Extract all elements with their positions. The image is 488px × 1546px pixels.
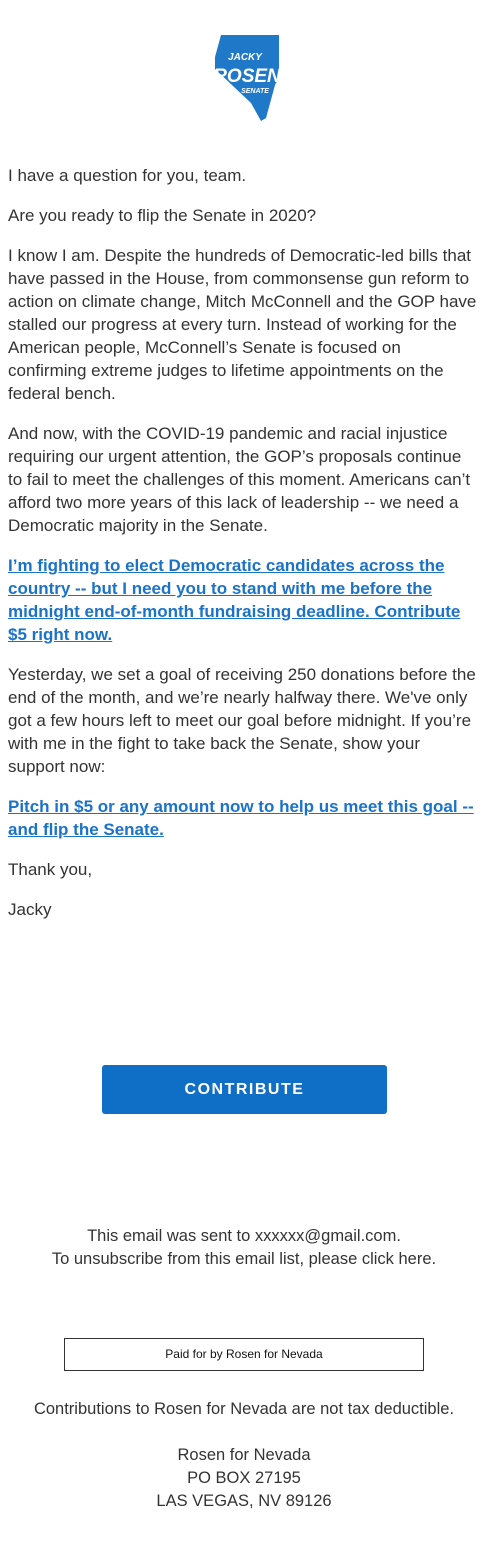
- contribute-5-link[interactable]: I’m fighting to elect Democratic candidates across the country -- but I need you to stand with me before the midnight end-of-month fundraising deadline. Contribute $5 right now.: [8, 556, 461, 644]
- pitch-in-link[interactable]: Pitch in $5 or any amount now to help us meet this goal -- and flip the Senate.: [8, 797, 474, 839]
- signature: Jacky: [8, 900, 52, 919]
- po-box: PO BOX 27195: [187, 1469, 301, 1487]
- email-body: [8, 164, 480, 938]
- paragraph-covid: And now, with the COVID-19 pandemic and racial injustice requiring our urgent attention, the GOP’s proposals continue to fail to meet the challenges of this moment. Americans can’t afford two more years of this lack of leadership -- we need a Democratic majority in the Senate.: [8, 424, 471, 535]
- closing: Thank you,: [8, 860, 93, 879]
- logo-text-rosen: ROSEN: [213, 66, 281, 87]
- paragraph-link2: [8, 795, 480, 841]
- paragraph-link1: [8, 554, 480, 646]
- org-name: Rosen for Nevada: [177, 1446, 311, 1464]
- unsubscribe-link[interactable]: To unsubscribe from this email list, please click here.: [51, 1250, 437, 1268]
- tax-deductible-note: Contributions to Rosen for Nevada are not tax deductible.: [33, 1400, 455, 1418]
- cta-container: [102, 1065, 387, 1114]
- logo-text-senate: SENATE: [241, 88, 269, 95]
- footer-notice: [0, 1225, 488, 1271]
- paragraph-goal: Yesterday, we set a goal of receiving 250 donations before the end of the month, and we’re nearly halfway there. We've only got a few hours left to meet our goal before midnight. If you’re with me in the fight to take back the Senate, show your support now:: [8, 665, 476, 776]
- paid-for-disclaimer: Paid for by Rosen for Nevada: [64, 1338, 424, 1371]
- mailing-address: [0, 1444, 488, 1513]
- paragraph-question: I have a question for you, team.: [8, 166, 247, 185]
- paragraph-stalled-progress: I know I am. Despite the hundreds of Democratic-led bills that have passed in the House, from commonsense gun reform to action on climate change, Mitch McConnell and the GOP have stalled our progress at every turn. Instead of working for the American people, McConnell’s Senate is focused on confirming extreme judges to lifetime appointments on the federal bench.: [8, 246, 477, 403]
- logo-text-jacky: JACKY: [228, 52, 262, 63]
- paragraph-flip-senate: Are you ready to flip the Senate in 2020?: [8, 206, 317, 225]
- contribute-button[interactable]: CONTRIBUTE: [102, 1065, 387, 1114]
- city-state-zip: LAS VEGAS, NV 89126: [156, 1492, 332, 1510]
- sent-to-text: This email was sent to xxxxxx@gmail.com.: [87, 1227, 401, 1245]
- jacky-rosen-senate-logo-icon: [211, 33, 283, 123]
